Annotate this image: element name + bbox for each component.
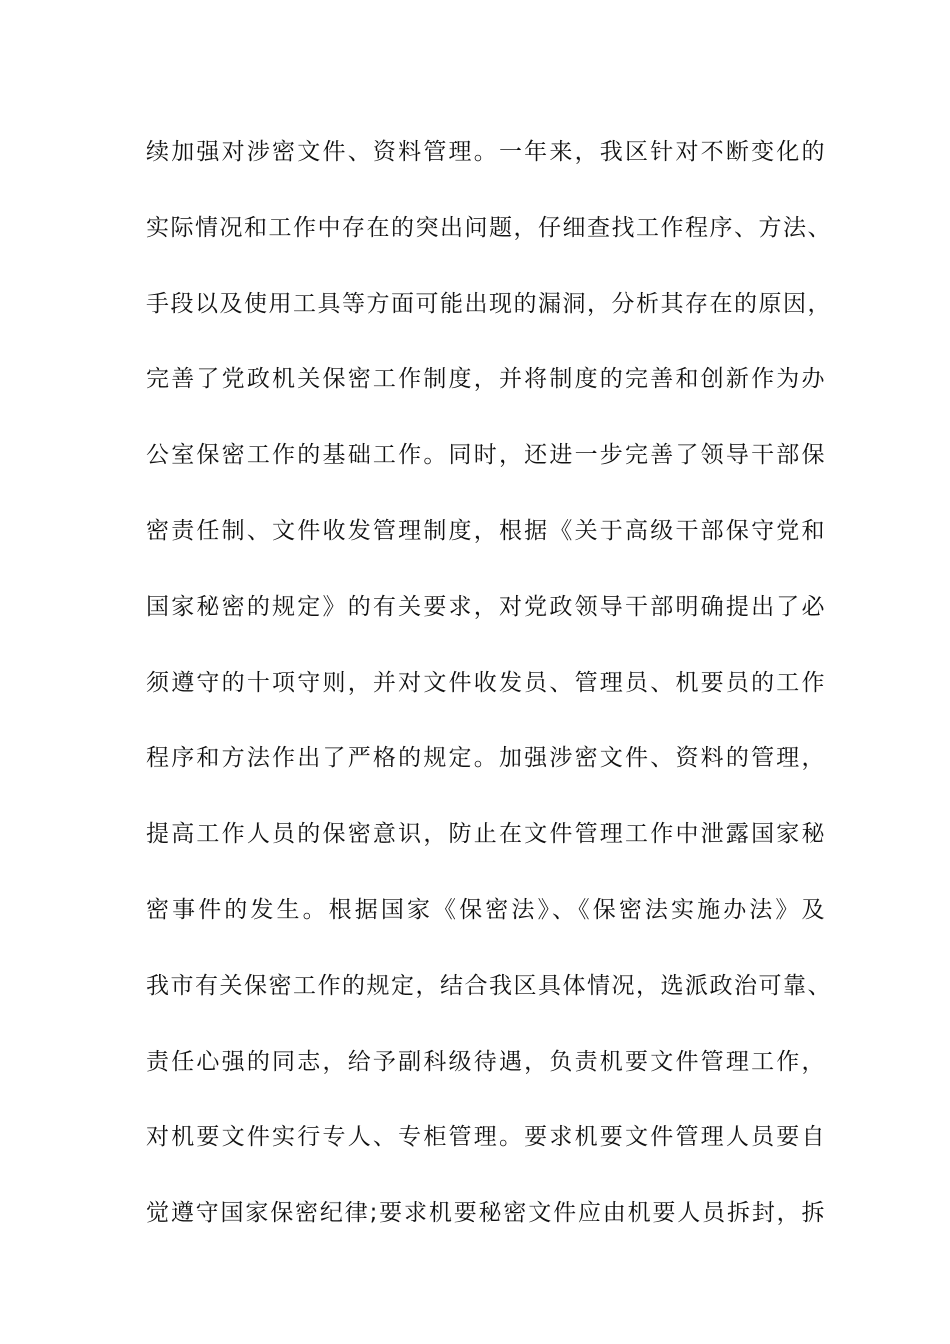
text-line-6: 密责任制、文件收发管理制度，根据《关于高级干部保守党和 [146, 517, 826, 544]
text-line-9: 程序和方法作出了严格的规定。加强涉密文件、资料的管理， [146, 745, 826, 772]
text-line-14: 对机要文件实行专人、专柜管理。要求机要文件管理人员要自 [146, 1124, 826, 1151]
text-line-2: 实际情况和工作中存在的突出问题，仔细查找工作程序、方法、 [146, 214, 832, 241]
text-line-1: 续加强对涉密文件、资料管理。一年来，我区针对不断变化的 [146, 139, 826, 165]
text-line-4: 完善了党政机关保密工作制度，并将制度的完善和创新作为办 [146, 366, 826, 393]
text-line-11: 密事件的发生。根据国家《保密法》、《保密法实施办法》及 [146, 896, 826, 923]
text-line-8: 须遵守的十项守则，并对文件收发员、管理员、机要员的工作 [146, 669, 826, 696]
text-line-10: 提高工作人员的保密意识，防止在文件管理工作中泄露国家秘 [146, 821, 826, 848]
text-line-5: 公室保密工作的基础工作。同时，还进一步完善了领导干部保 [146, 442, 826, 469]
body-text [146, 130, 832, 1267]
text-line-7: 国家秘密的规定》的有关要求，对党政领导干部明确提出了必 [146, 593, 826, 620]
text-line-12: 我市有关保密工作的规定，结合我区具体情况，选派政治可靠、 [146, 972, 832, 999]
text-line-15: 觉遵守国家保密纪律;要求机要秘密文件应由机要人员拆封，拆 [146, 1200, 826, 1227]
text-line-3: 手段以及使用工具等方面可能出现的漏洞，分析其存在的原因， [146, 290, 832, 317]
text-line-13: 责任心强的同志，给予副科级待遇，负责机要文件管理工作， [146, 1048, 826, 1075]
